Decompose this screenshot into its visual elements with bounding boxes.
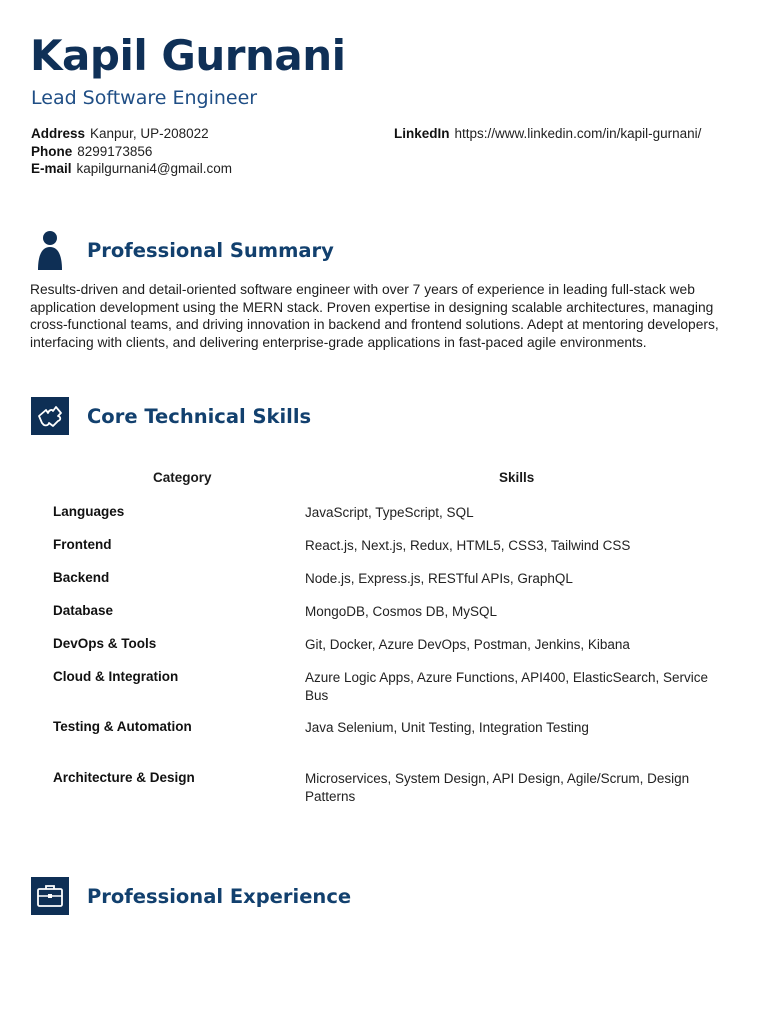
skill-category: Frontend [53, 537, 112, 552]
skill-list: Azure Logic Apps, Azure Functions, API400, ElasticSearch, Service Bus [305, 670, 708, 703]
address-row [31, 125, 232, 143]
skill-list: React.js, Next.js, Redux, HTML5, CSS3, Tailwind CSS [305, 538, 631, 553]
skills-table-header [30, 465, 730, 491]
phone-value: 8299173856 [77, 143, 153, 159]
skills-title: Core Technical Skills [87, 404, 312, 428]
skill-category: Testing & Automation [53, 719, 192, 734]
skill-list: Node.js, Express.js, RESTful APIs, GraphQL [305, 571, 573, 586]
header-category: Category [153, 470, 212, 485]
linkedin-url[interactable]: https://www.linkedin.com/in/kapil-gurnani/ [454, 126, 702, 141]
skill-category: Cloud & Integration [53, 669, 179, 684]
linkedin-row [394, 125, 701, 143]
skills-section-header [30, 396, 311, 436]
contact-details [31, 125, 232, 178]
header-skills: Skills [499, 470, 535, 485]
candidate-name: Kapil Gurnani [30, 31, 346, 80]
skill-category: Architecture & Design [53, 770, 195, 785]
skill-list: MongoDB, Cosmos DB, MySQL [305, 604, 498, 619]
skill-category: Database [53, 603, 114, 618]
email-label: E-mail [31, 161, 72, 176]
skill-category: Languages [53, 504, 125, 519]
briefcase-icon [30, 876, 70, 916]
puzzle-icon [30, 396, 70, 436]
email-row [31, 160, 232, 178]
skill-category: DevOps & Tools [53, 636, 157, 651]
summary-section-header [30, 230, 334, 270]
skill-list: JavaScript, TypeScript, SQL [305, 505, 474, 520]
address-value: Kanpur, UP-208022 [90, 126, 209, 141]
linkedin-label: LinkedIn [394, 126, 450, 141]
job-title: Lead Software Engineer [31, 87, 258, 109]
summary-paragraph: Results-driven and detail-oriented software engineer with over 7 years of experience in leading full-stack web application development using the MERN stack. Proven expertise in designing scalable architectures, managing cross-functional teams, and driving innovation in backend and frontend solutions. Adept at mentoring developers, interfacing with clients, and delivering enterprise-grade applications in fast-paced agile environments. [30, 282, 719, 350]
skill-list: Java Selenium, Unit Testing, Integration Testing [305, 720, 589, 735]
experience-title: Professional Experience [87, 884, 352, 908]
email-value: kapilgurnani4@gmail.com [76, 161, 233, 176]
summary-title: Professional Summary [87, 238, 334, 262]
skill-category: Backend [53, 570, 110, 585]
address-label: Address [31, 126, 86, 141]
skill-list: Microservices, System Design, API Design, Agile/Scrum, Design Patterns [305, 771, 690, 804]
skill-list: Git, Docker, Azure DevOps, Postman, Jenkins, Kibana [305, 637, 630, 652]
experience-section-header [30, 876, 351, 916]
phone-row [31, 143, 232, 161]
person-icon [30, 230, 70, 270]
skills-table [30, 465, 730, 804]
phone-label: Phone [31, 143, 73, 159]
